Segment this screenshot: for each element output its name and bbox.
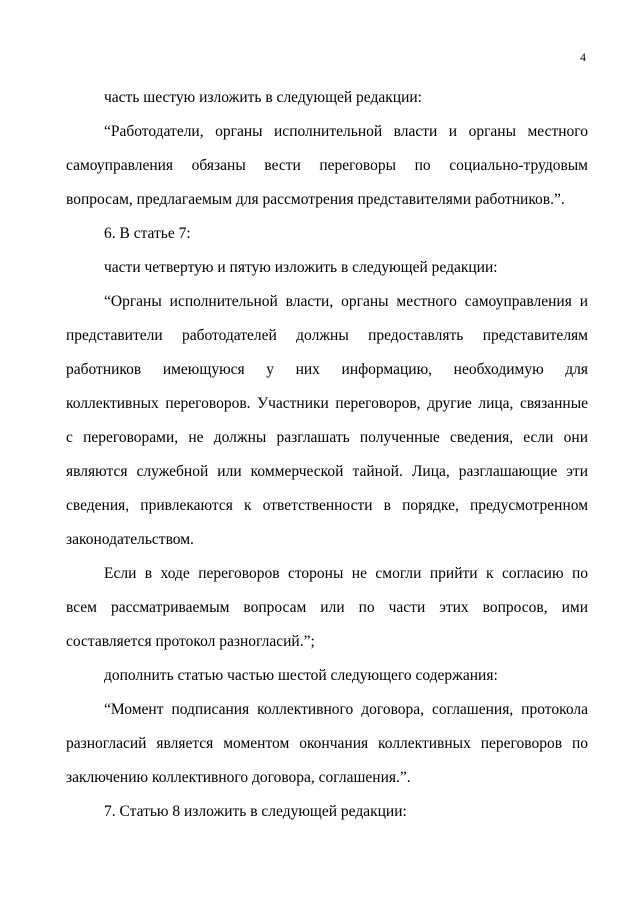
text-line: являются служебной или коммерческой тайной. Лица, разглашающие эти	[66, 463, 588, 480]
text-line: части четвертую и пятую изложить в следующей редакции:	[104, 259, 498, 276]
text-line: разногласий является моментом окончания коллективных переговоров по	[66, 735, 588, 752]
text-line: самоуправления обязаны вести переговоры по социально-трудовым	[66, 157, 588, 174]
text-line: заключению коллективного договора, соглашения.”.	[66, 769, 411, 786]
text-line: вопросам, предлагаемым для рассмотрения представителями работников.”.	[66, 191, 565, 208]
text-line: “Момент подписания коллективного договора, соглашения, протокола	[104, 701, 588, 718]
text-line: с переговорами, не должны разглашать полученные сведения, если они	[66, 429, 588, 446]
text-line: представители работодателей должны предоставлять представителям	[66, 327, 588, 344]
text-line: “Органы исполнительной власти, органы местного самоуправления и	[104, 293, 588, 310]
text-line: законодательством.	[66, 531, 194, 548]
text-line: всем рассматриваемым вопросам или по части этих вопросов, ими	[66, 599, 588, 616]
text-line: часть шестую изложить в следующей редакции:	[104, 89, 422, 106]
text-line: 7. Статью 8 изложить в следующей редакции:	[104, 803, 407, 820]
text-line: дополнить статью частью шестой следующего содержания:	[104, 667, 498, 684]
text-line: составляется протокол разногласий.”;	[66, 633, 315, 650]
text-line: “Работодатели, органы исполнительной власти и органы местного	[104, 123, 588, 140]
text-line: 6. В статье 7:	[104, 225, 191, 242]
text-line: сведения, привлекаются к ответственности в порядке, предусмотренном	[66, 497, 588, 514]
text-line: Если в ходе переговоров стороны не смогли прийти к согласию по	[104, 565, 588, 582]
text-line: коллективных переговоров. Участники переговоров, другие лица, связанные	[66, 395, 588, 412]
text-line: работников имеющуюся у них информацию, необходимую для	[66, 361, 588, 378]
page-number: 4	[580, 50, 586, 64]
